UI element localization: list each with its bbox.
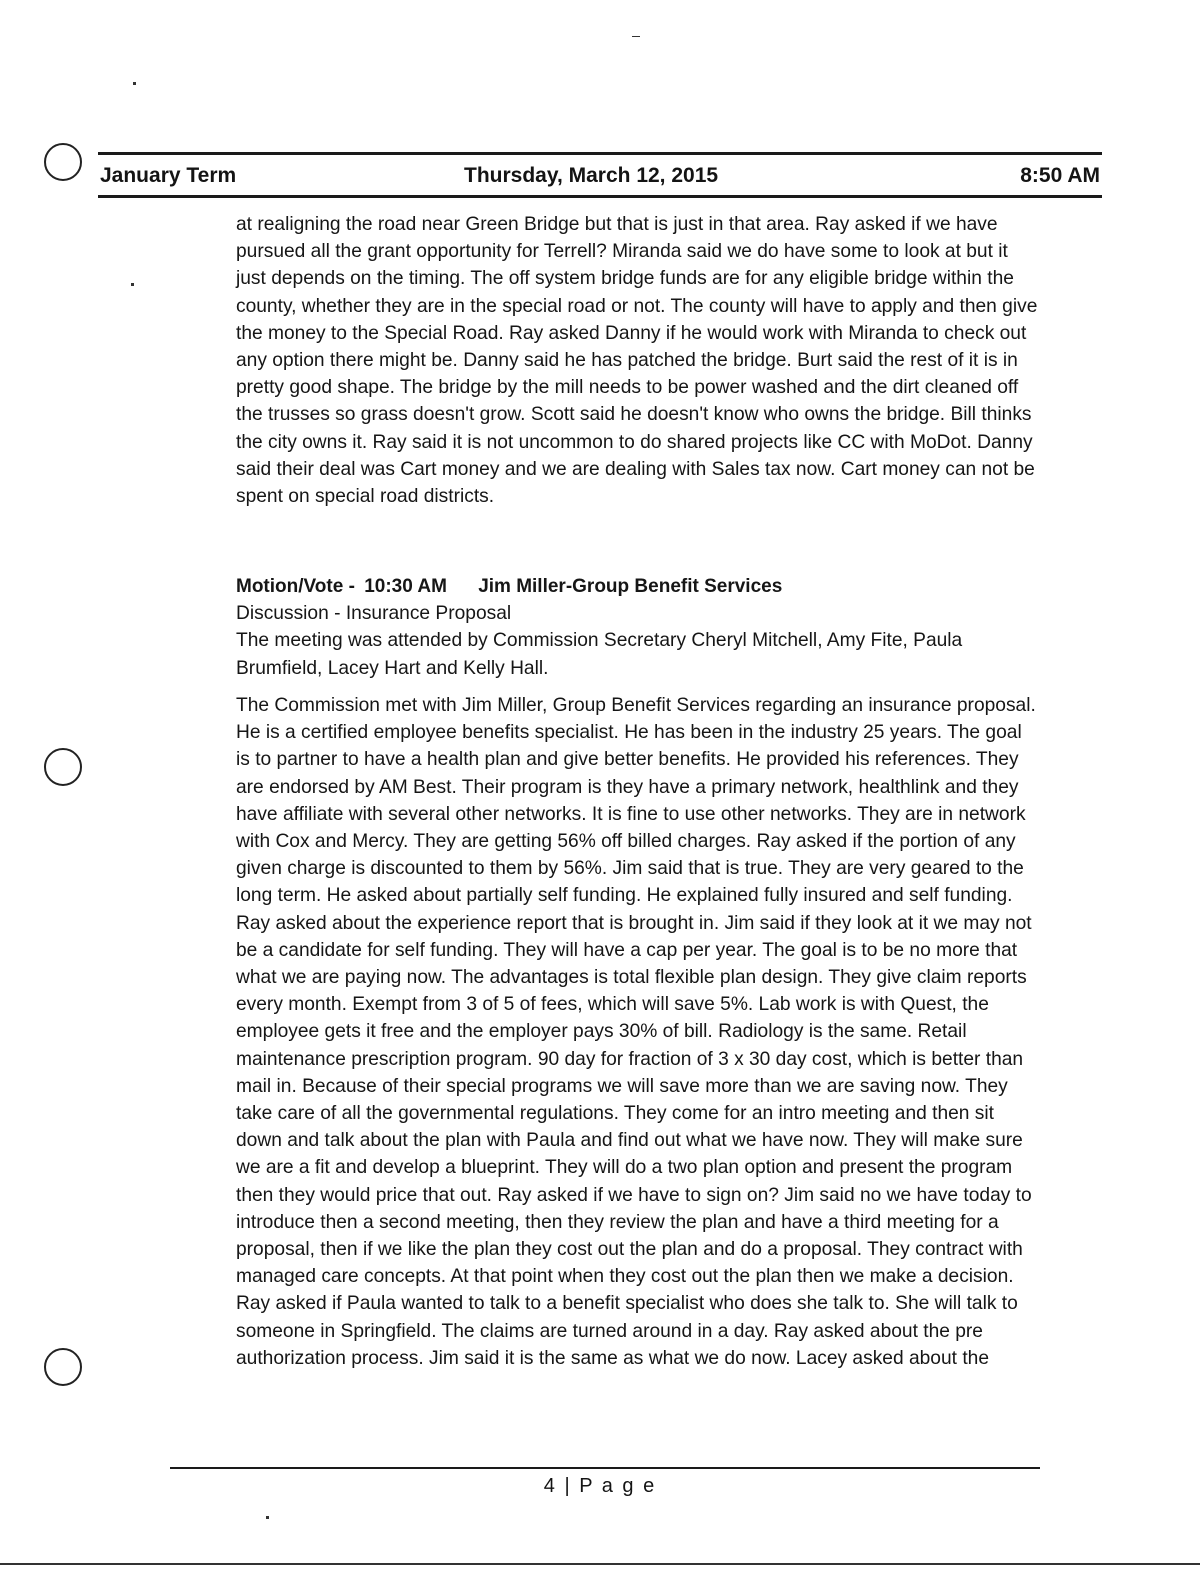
- agenda-presenter: Jim Miller-Group Benefit Services: [478, 576, 783, 597]
- punch-hole-bottom: [44, 1348, 82, 1386]
- scan-speck: [131, 283, 134, 286]
- paragraph-text: The Commission met with Jim Miller, Group Benefit Services regarding an insurance proposal. He is a certified employee benefits specialist. He has been in the industry 25 years. The goal is to partner to have a health plan and give better benefits. He provided his references. They are endorsed by AM Best. Their program is they have a primary network, healthlink and they have affiliate with several other networks. It is fine to use other networks. They are in network with Cox and Mercy. They are getting 56% off billed charges. Ray asked if the portion of any given charge is discounted to them by 56%. Jim said that is true. They are very geared to the long term. He asked about partially self funding. He explained fully insured and self funding. Ray asked about the experience report that is brought in. Jim said if they look at it we may not be a candidate for self funding. They will have a cap per year. The goal is to be no more that what we are paying now. The advantages is total flexible plan design. They give claim reports every month. Exempt from 3 of 5 of fees, which will save 5%. Lab work is with Quest, the employee gets it free and the employer pays 30% of bill. Radiology is the same. Retail maintenance prescription program. 90 day for fraction of 3 x 30 day cost, which is better than mail in. Because of their special programs we will save more than we are saving now. They take care of all the governmental regulations. They come for an intro meeting and then sit down and talk about the plan with Paula and find out what we have now. They will make sure we are a fit and develop a blueprint. They will do a two plan option and present the program then they would price that out. Ray asked if we have to sign on? Jim said no we have today to introduce then a second meeting, then they review the plan and have a third meeting for a proposal, then if we like the plan they cost out the plan and do a proposal. They contract with managed care concepts. At that point when they cost out the plan then we make a decision. Ray asked if Paula wanted to talk to a benefit specialist who does she talk to. She will talk to someone in Springfield. The claims are turned around in a day. Ray asked about the pre authorization process. Jim said it is the same as what we do now. Lacey asked about the: [236, 695, 1036, 1369]
- page-header: [98, 152, 1102, 198]
- scan-bottom-edge: [0, 1563, 1200, 1565]
- footer-rule: [170, 1467, 1040, 1469]
- agenda-time: 10:30 AM: [364, 576, 447, 597]
- attendance-line: The meeting was attended by Commission Secretary Cheryl Mitchell, Amy Fite, Paula Brumfield, Lacey Hart and Kelly Hall.: [236, 630, 963, 679]
- scan-speck: [133, 82, 136, 85]
- agenda-item-heading: [236, 573, 1040, 600]
- page-number: 4 | P a g e: [543, 1475, 657, 1497]
- scan-speck: [632, 36, 640, 37]
- paragraph-text: at realigning the road near Green Bridge but that is just in that area. Ray asked if we have pursued all the grant opportunity for Terrell? Miranda said we do have some to look at but it just depends on the timing. The off system bridge funds are for any eligible bridge within the county, whether they are in the special road or not. The county will have to apply and then give the money to the Special Road. Ray asked Danny if he would work with Miranda to check out any option there might be. Danny said he has patched the bridge. Burt said the rest of it is in pretty good shape. The bridge by the mill needs to be power washed and the dirt cleaned off the trusses so grass doesn't grow. Scott said he doesn't know who owns the bridge. Bill thinks the city owns it. Ray said it is not uncommon to do shared projects like CC with MoDot. Danny said their deal was Cart money and we are dealing with Sales tax now. Cart money can not be spent on special road districts.: [236, 214, 1038, 508]
- minutes-paragraph-insurance: [236, 692, 1040, 1372]
- minutes-paragraph-bridge: [236, 211, 1040, 510]
- punch-hole-middle: [44, 748, 82, 786]
- discussion-line: Discussion - Insurance Proposal: [236, 603, 512, 625]
- motion-label: Motion/Vote -: [236, 576, 355, 597]
- header-date: Thursday, March 12, 2015: [464, 164, 719, 187]
- agenda-item-block: [236, 573, 1040, 682]
- punch-hole-top: [44, 143, 82, 181]
- header-term: January Term: [100, 164, 237, 187]
- header-time: 8:50 AM: [1020, 164, 1100, 187]
- scan-speck: [266, 1516, 269, 1519]
